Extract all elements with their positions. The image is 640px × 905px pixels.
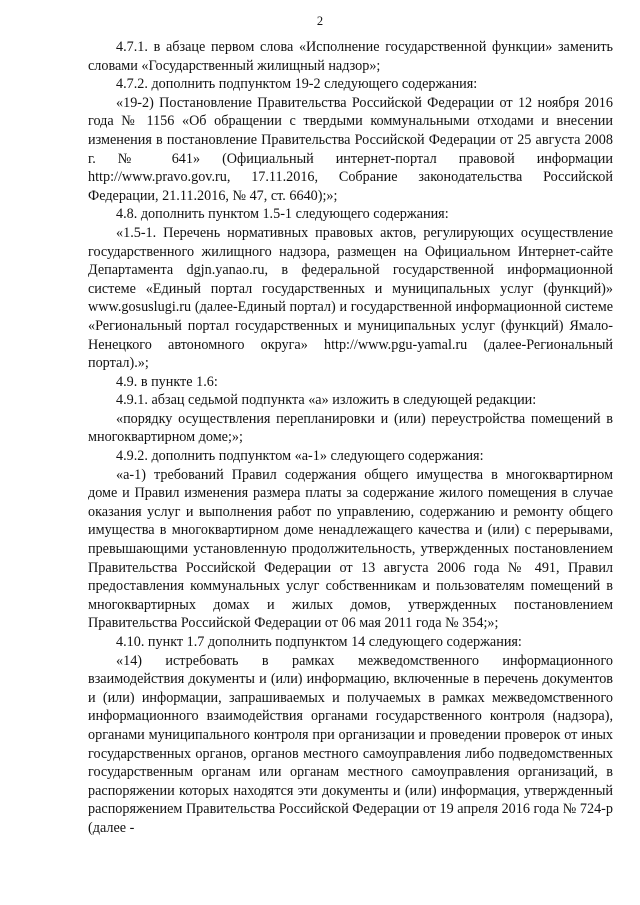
paragraph-a-1-text: «а-1) требований Правил содержания общего имущества в многоквартирном доме и Правил изменения размера платы за содержание жилого помещения в случае оказания услуг и выполнения работ по управлению, содержанию и ремонту общего имущества в многоквартирном доме ненадлежащего качества и (или) с перерывами, превышающими установленную продолжительность, утвержденных постановлением Правительства Российской Федерации от 13 августа 2006 года № 491, Правил предоставления коммунальных услуг собственникам и пользователям помещений в многоквартирных домах и жилых домов, утвержденных постановлением Правительства Российской Федерации от 06 мая 2011 года № 354;»;	[88, 466, 613, 632]
paragraph-4-7-1: 4.7.1. в абзаце первом слова «Исполнение государственной функции» заменить словами «Государственный жилищный надзор»;	[88, 39, 613, 74]
paragraph-4-9-2: 4.9.2. дополнить подпунктом «а-1» следующего содержания:	[116, 448, 484, 465]
paragraph-4-9-1-text: «порядку осуществления перепланировки и (или) переустройства помещений в многоквартирном доме;»;	[88, 410, 613, 446]
paragraph-4-9-1: 4.9.1. абзац седьмой подпункта «а» изложить в следующей редакции:	[116, 392, 537, 409]
paragraph-4-8: 4.8. дополнить пунктом 1.5-1 следующего содержания:	[116, 206, 449, 223]
document-body	[88, 38, 613, 838]
paragraph-4-9: 4.9. в пункте 1.6:	[116, 373, 218, 390]
page-number: 2	[316, 14, 324, 28]
paragraph-19-2-text: «19-2) Постановление Правительства Российской Федерации от 12 ноября 2016 года № 1156 «Об обращении с твердыми коммунальными отходами и внесении изменения в постановление Правительства Российской Федерации от 25 августа 2008 г. № 641» (Официальный интернет-портал правовой информации http://www.pravo.gov.ru, 17.11.2016, Собрание законодательства Российской Федерации, 21.11.2016, № 47, ст. 6640);»;	[88, 94, 613, 204]
paragraph-1-5-1-text: «1.5-1. Перечень нормативных правовых актов, регулирующих осуществление государственного жилищного надзора, размещен на Официальном Интернет-сайте Департамента dgjn.yanao.ru, в федеральной государственной информационной системе «Единый портал государственных и муниципальных услуг (функций)» www.gosuslugi.ru (далее-Единый портал) и государственной информационной системе «Региональный портал государственных и муниципальных услуг (функций) Ямало-Ненецкого автономного округа» http://www.pgu-yamal.ru (далее-Региональный портал).»;	[88, 224, 613, 372]
paragraph-14-text: «14) истребовать в рамках межведомственного информационного взаимодействия документы и (или) информацию, включенные в перечень документов и (или) информации, запрашиваемых и получаемых в рамках межведомственного информационного взаимодействия органами государственного контроля (надзора), органами муниципального контроля при организации и проведении проверок от иных государственных органов, органов местного самоуправления либо подведомственных государственным органам или органам местного самоуправления организаций, в распоряжении которых находятся эти документы и (или) информация, утвержденный распоряжением Правительства Российской Федерации от 19 апреля 2016 года № 724-р (далее -	[88, 652, 613, 836]
paragraph-4-10: 4.10. пункт 1.7 дополнить подпунктом 14 следующего содержания:	[116, 634, 522, 650]
paragraph-4-7-2: 4.7.2. дополнить подпунктом 19-2 следующего содержания:	[116, 76, 478, 93]
